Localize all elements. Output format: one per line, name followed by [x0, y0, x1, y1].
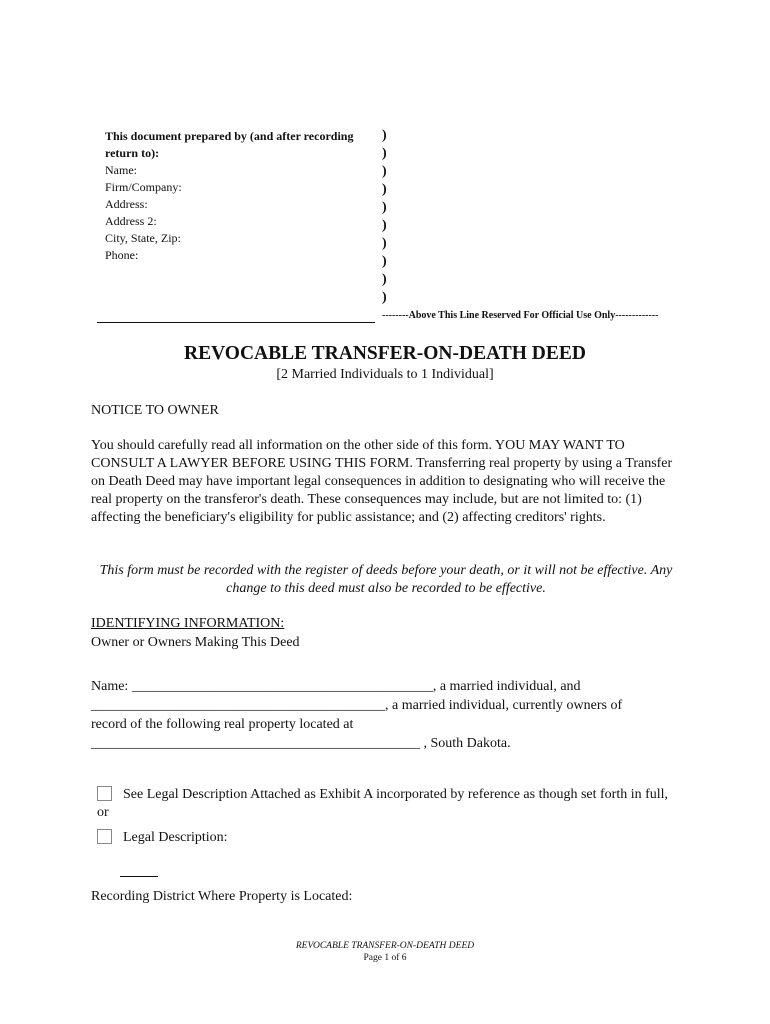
legal-description-label: Legal Description: — [123, 830, 228, 845]
document-subtitle: [2 Married Individuals to 1 Individual] — [276, 367, 494, 382]
bracket-column — [382, 127, 387, 307]
identifying-heading: IDENTIFYING INFORMATION: — [91, 616, 285, 631]
legal-description-checkbox[interactable] — [97, 829, 112, 844]
notice-body: You should carefully read all information on the other side of this form. YOU MAY WANT TO CONSULT A LAWYER BEFORE USING THIS FORM. Transferring real property by using a Transfer on Death Deed may have important legal consequences in addition to designating who will receive the real property on the transferor's death. These consequences may include, but are not limited to: (1) affecting the beneficiary's eligibility for public assistance; and (2) affecting creditors' rights. — [91, 438, 673, 525]
field-firm: Firm/Company: — [105, 180, 182, 194]
owners-label: Owner or Owners Making This Deed — [91, 635, 300, 650]
owner-name-line-2: __________________________________________, a married individual, currently owners of — [91, 698, 623, 713]
paren: ) — [382, 272, 387, 287]
recording-district-label: Recording District Where Property is Located: — [91, 889, 353, 904]
prepared-by-heading: This document prepared by (and after recording — [105, 129, 354, 143]
recording-divider-line — [97, 322, 375, 323]
paren: ) — [382, 254, 387, 269]
paren: ) — [382, 236, 387, 251]
notice-heading: NOTICE TO OWNER — [91, 403, 219, 418]
field-address2: Address 2: — [105, 214, 157, 228]
owner-name-block — [91, 677, 681, 753]
recording-warning: This form must be recorded with the register of deeds before your death, or it will not be effective. Any change to this deed must also be recorded to be effective. — [99, 563, 673, 596]
field-address: Address: — [105, 197, 148, 211]
paren: ) — [382, 200, 387, 215]
official-use-notice: --------Above This Line Reserved For Official Use Only------------- — [382, 310, 659, 321]
property-location-line: _______________________________________________ , South Dakota. — [91, 736, 511, 751]
owner-name-line-1: Name: ___________________________________________, a married individual, and — [91, 679, 581, 694]
document-title: REVOCABLE TRANSFER-ON-DEATH DEED — [184, 343, 586, 364]
field-phone: Phone: — [105, 248, 139, 262]
paren: ) — [382, 128, 387, 143]
prepared-by-block — [105, 128, 380, 264]
paren: ) — [382, 182, 387, 197]
paren: ) — [382, 290, 387, 305]
see-legal-description-checkbox[interactable] — [97, 786, 112, 801]
short-blank-line — [120, 876, 158, 877]
see-legal-description-option: See Legal Description Attached as Exhibit A incorporated by reference as though set forth in full, or — [97, 787, 669, 820]
paren: ) — [382, 164, 387, 179]
page-number: Page 1 of 6 — [363, 953, 407, 963]
paren: ) — [382, 218, 387, 233]
field-name: Name: — [105, 163, 137, 177]
footer-title: REVOCABLE TRANSFER-ON-DEATH DEED — [295, 941, 475, 951]
prepared-by-heading-cont: return to): — [105, 146, 160, 160]
field-city-state-zip: City, State, Zip: — [105, 231, 181, 245]
paren: ) — [382, 146, 387, 161]
page-footer — [0, 940, 770, 964]
property-record-line: record of the following real property located at — [91, 717, 354, 732]
